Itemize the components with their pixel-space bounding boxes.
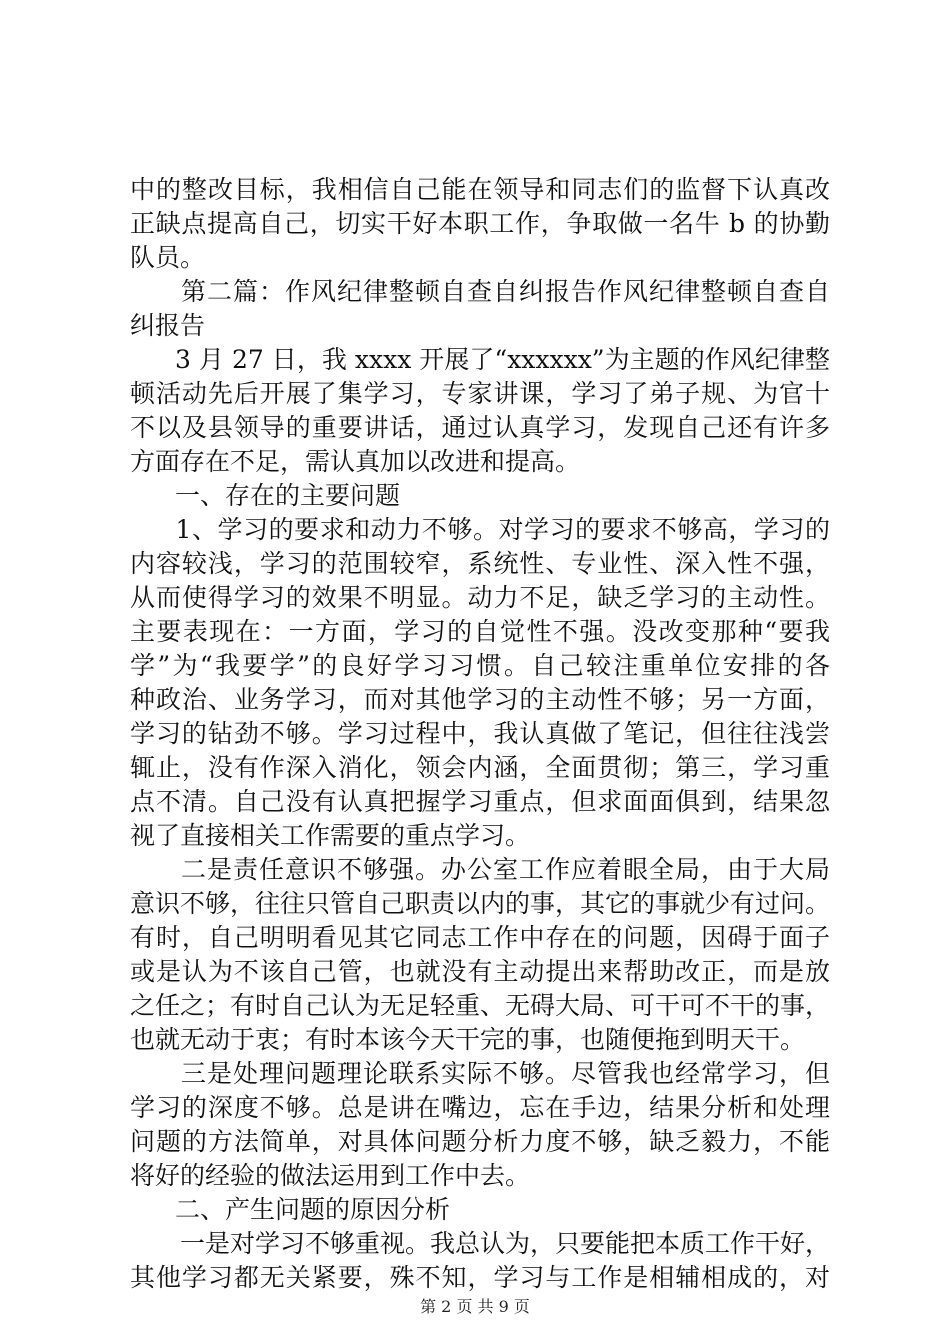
text-line: 内容较浅，学习的范围较窄，系统性、专业性、深入性不强， bbox=[130, 549, 830, 578]
text-line: 意识不够，往往只管自己职责以内的事，其它的事就少有过问。 bbox=[130, 889, 830, 918]
text-line: 辄止，没有作深入消化，领会内涵，全面贯彻；第三，学习重 bbox=[130, 753, 830, 782]
subheading-line: 二、产生问题的原因分析 bbox=[150, 1195, 451, 1224]
section-heading-line: 第二篇：作风纪律整顿自查自纠报告作风纪律整顿自查自 bbox=[155, 277, 830, 306]
text-line: 之任之；有时自己认为无足轻重、无碍大局、可干可不干的事， bbox=[130, 991, 830, 1020]
text-line: 学习的深度不够。总是讲在嘴边，忘在手边，结果分析和处理 bbox=[130, 1093, 830, 1122]
page-footer: 第 2 页 共 9 页 bbox=[420, 1297, 530, 1316]
text-line: 队员。 bbox=[130, 243, 206, 272]
text-line: 方面存在不足，需认真加以改进和提高。 bbox=[130, 447, 581, 476]
text-line: 主要表现在：一方面，学习的自觉性不强。没改变那种“要我 bbox=[130, 617, 830, 646]
text-line: 将好的经验的做法运用到工作中去。 bbox=[130, 1161, 531, 1190]
text-line: 或是认为不该自己管，也就没有主动提出来帮助改正，而是放 bbox=[130, 957, 830, 986]
section-heading-line: 纠报告 bbox=[130, 311, 206, 340]
text-line: 也就无动于衷；有时本该今天干完的事，也随便拖到明天干。 bbox=[130, 1025, 806, 1054]
text-line: 种政治、业务学习，而对其他学习的主动性不够；另一方面， bbox=[130, 685, 830, 714]
subheading-line: 一、存在的主要问题 bbox=[150, 481, 401, 510]
text-line: 学习的钻劲不够。学习过程中，我认真做了笔记，但往往浅尝 bbox=[130, 719, 830, 748]
text-line: 二是责任意识不够强。办公室工作应着眼全局，由于大局 bbox=[155, 855, 830, 884]
text-line: 其他学习都无关紧要，殊不知，学习与工作是相辅相成的，对 bbox=[130, 1263, 830, 1292]
text-line: 不以及县领导的重要讲话，通过认真学习，发现自己还有许多 bbox=[130, 413, 830, 442]
text-line: 一是对学习不够重视。我总认为，只要能把本质工作干好， bbox=[155, 1229, 830, 1258]
text-line: 正缺点提高自己，切实干好本职工作，争取做一名牛 b 的协勤 bbox=[130, 209, 830, 238]
text-line: 从而使得学习的效果不明显。动力不足，缺乏学习的主动性。 bbox=[130, 583, 830, 612]
text-line: 有时，自己明明看见其它同志工作中存在的问题，因碍于面子 bbox=[130, 923, 830, 952]
text-line: 问题的方法简单，对具体问题分析力度不够，缺乏毅力，不能 bbox=[130, 1127, 830, 1156]
text-line: 中的整改目标，我相信自己能在领导和同志们的监督下认真改 bbox=[130, 175, 830, 204]
text-line: 三是处理问题理论联系实际不够。尽管我也经常学习，但 bbox=[155, 1059, 830, 1088]
text-line: 视了直接相关工作需要的重点学习。 bbox=[130, 821, 531, 850]
text-line: 学”为“我要学”的良好学习习惯。自己较注重单位安排的各 bbox=[130, 651, 830, 680]
text-line: 点不清。自己没有认真把握学习重点，但求面面俱到，结果忽 bbox=[130, 787, 830, 816]
text-line: 1、学习的要求和动力不够。对学习的要求不够高，学习的 bbox=[150, 515, 830, 544]
text-line: 3 月 27 日，我 xxxx 开展了“xxxxxx”为主题的作风纪律整 bbox=[150, 345, 830, 374]
text-line: 顿活动先后开展了集学习，专家讲课，学习了弟子规、为官十 bbox=[130, 379, 830, 408]
